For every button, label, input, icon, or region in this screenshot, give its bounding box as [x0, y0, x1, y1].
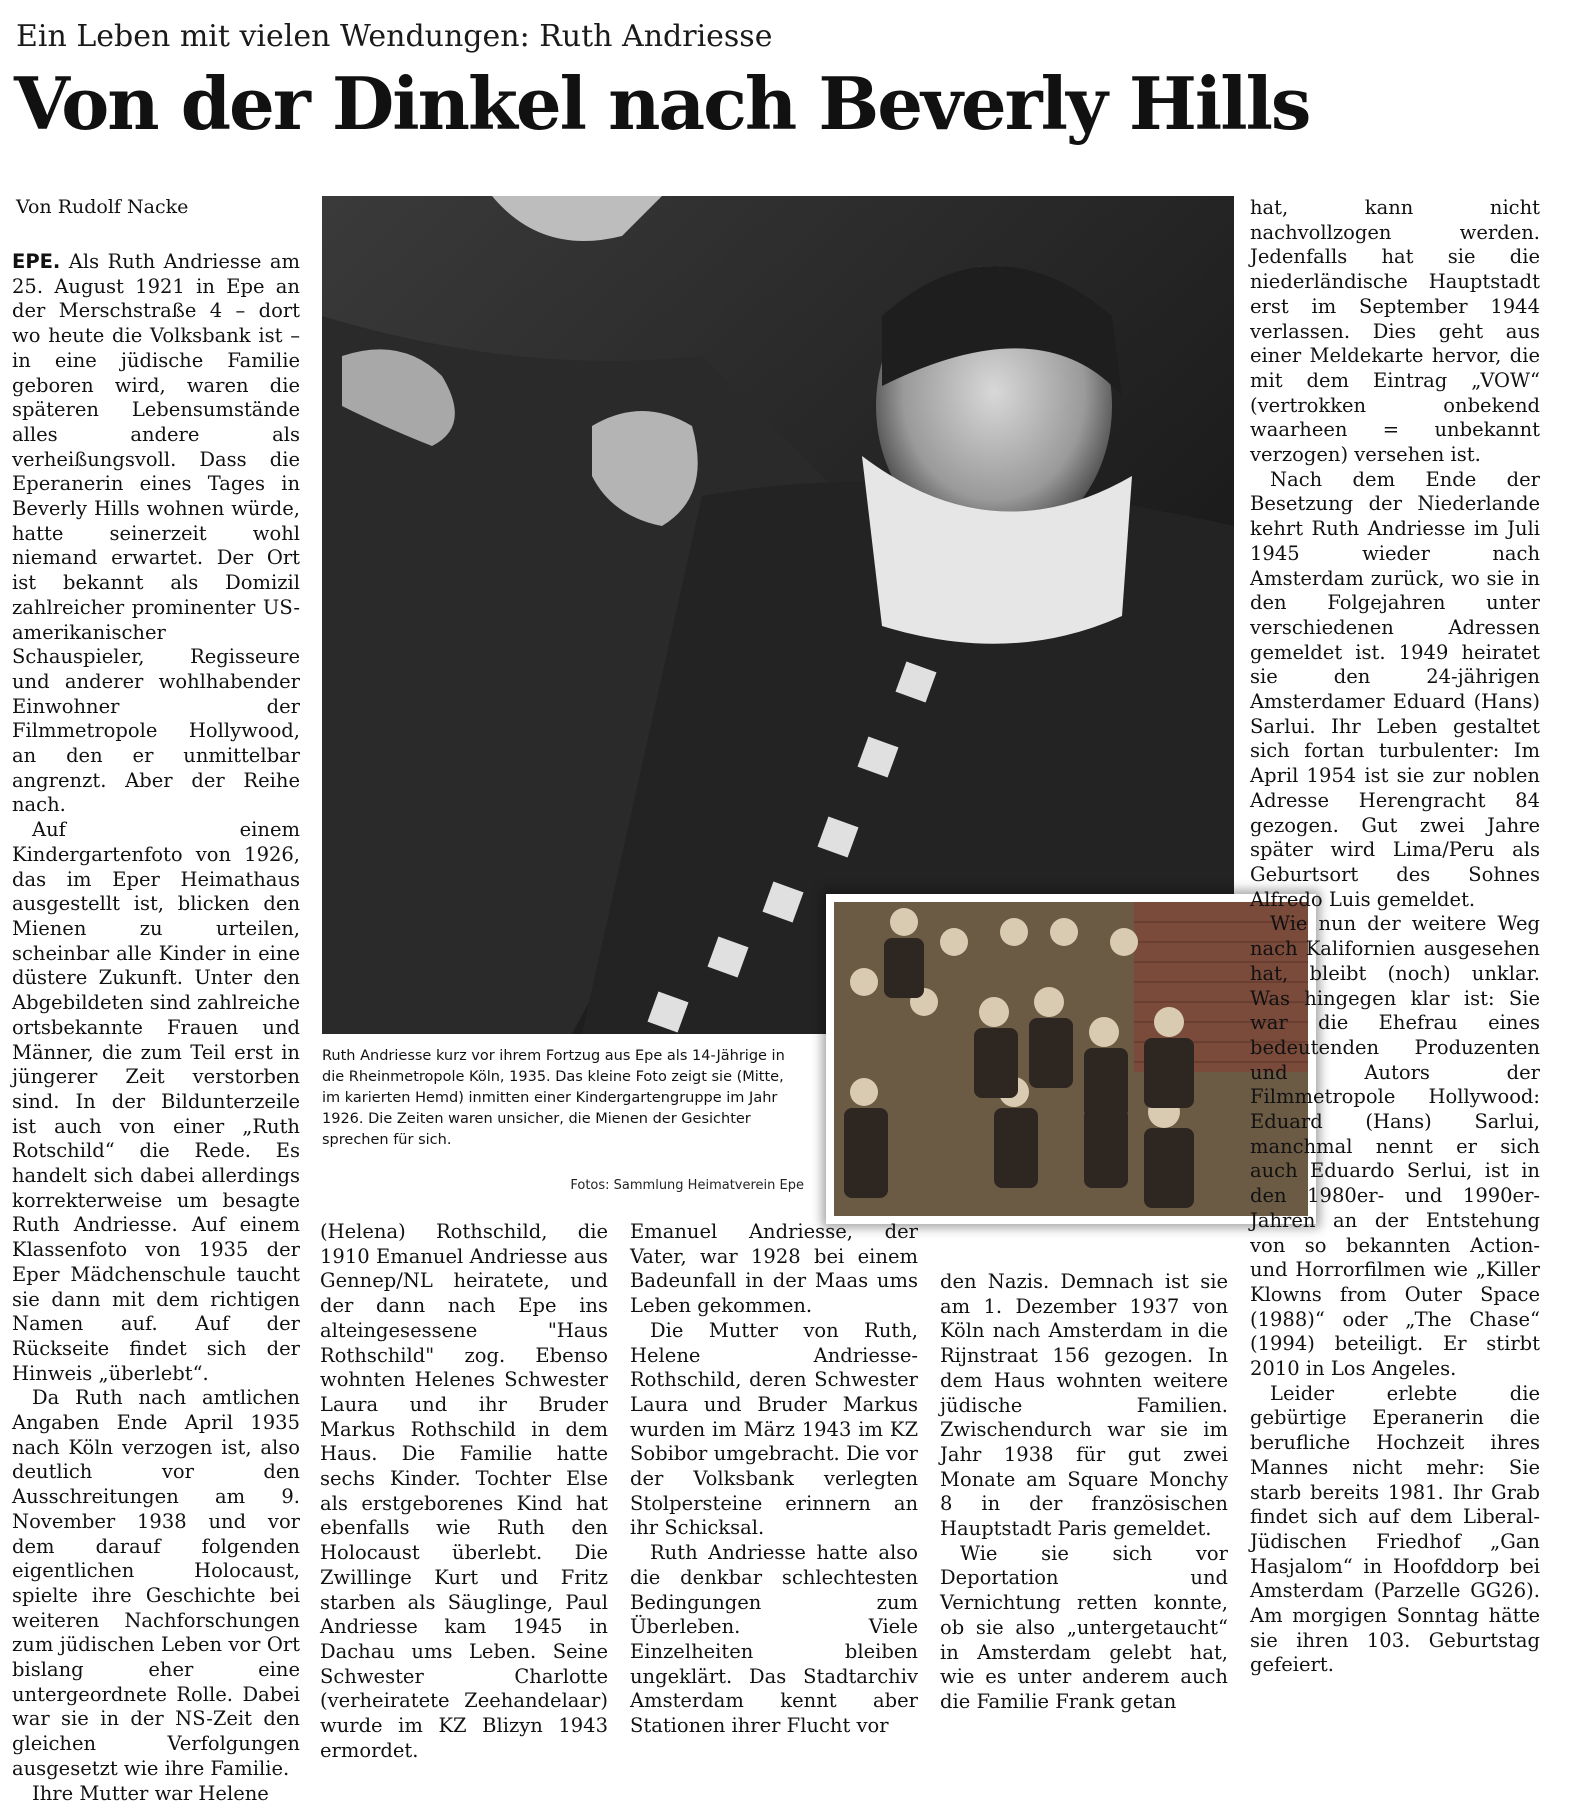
article-column-5 — [1250, 196, 1540, 1700]
headline: Von der Dinkel nach Beverly Hills — [14, 61, 1310, 146]
article-column-1 — [12, 250, 300, 1805]
photo-caption: Ruth Andriesse kurz vor ihrem Fortzug aus Epe als 14-Jährige in die Rheinmetropole Köln, 1935. Das kleine Foto zeigt sie (Mitte, im karierten Hemd) inmitten einer Kindergartengruppe im Jahr 1926. Die Zeiten waren unsicher, die Mienen der Gesichter sprechen für sich. — [322, 1048, 785, 1148]
dateline: EPE. — [12, 250, 61, 273]
paragraph: Nach dem Ende der Besetzung der Niederlande kehrt Ruth Andriesse im Juli 1945 wieder nach Amsterdam zurück, wo sie in den Folgejahren unter verschiedenen Adressen gemeldet ist. 1949 heiratet sie den 24-jährigen Amsterdamer Eduard (Hans) Sarlui. Ihr Leben gestaltet sich fortan turbulenter: Im April 1954 ist sie zur noblen Adresse Herengracht 84 gezogen. Gut zwei Jahre später wird Lima/Peru als Geburtsort des Sohnes Alfredo Luis gemeldet. — [1250, 467, 1540, 911]
paragraph: Die Mutter von Ruth, Helene Andriesse-Rothschild, deren Schwester Laura und Bruder Markus wurden im März 1943 im KZ Sobibor umgebracht. Die vor der Volksbank verlegten Stolpersteine erinnern an ihr Schicksal. — [630, 1318, 918, 1540]
paragraph: hat, kann nicht nachvollzogen werden. Jedenfalls hat sie die niederländische Hauptstadt erst im September 1944 verlassen. Dies geht aus einer Meldekarte hervor, die mit dem Eintrag „VOW“ (vertrokken onbekend waarheen = unbekannt verzogen) versehen ist. — [1250, 196, 1540, 467]
paragraph: Ruth Andriesse hatte also die denkbar schlechtesten Bedingungen zum Überleben. Viele Einzelheiten bleiben ungeklärt. Das Stadtarchiv Amsterdam kennt aber Stationen ihrer Flucht vor — [630, 1541, 918, 1738]
photo-credit: Fotos: Sammlung Heimatverein Epe — [570, 1178, 804, 1193]
article-column-4 — [940, 1270, 1228, 1713]
paragraph: EPE. Als Ruth Andriesse am 25. August 1921 in Epe an der Merschstraße 4 – dort wo heute die Volksbank ist – in eine jüdische Familie geboren wird, waren die späteren Lebensumstände alles andere als verheißungsvoll. Dass die Eperanerin eines Tages in Beverly Hills wohnen würde, hatte seinerzeit wohl niemand erwartet. Der Ort ist bekannt als Domizil zahlreicher prominenter US-amerikanischer Schauspieler, Regisseure und anderer wohlhabender Einwohner der Filmmetropole Hollywood, an den er unmittelbar angrenzt. Aber der Reihe nach. — [12, 250, 300, 817]
article-column-2 — [320, 1220, 608, 1762]
group-photo-illustration — [834, 902, 1308, 1216]
paragraph: den Nazis. Demnach ist sie am 1. Dezember 1937 von Köln nach Amsterdam in die Rijnstraat 156 gezogen. In dem Haus wohnten weitere jüdische Familien. Zwischendurch war sie im Jahr 1938 für gut zwei Monate am Square Monchy 8 in der französischen Hauptstadt Paris gemeldet. — [940, 1270, 1228, 1541]
paragraph: Leider erlebte die gebürtige Eperanerin die berufliche Hochzeit ihres Mannes nicht mehr: Sie starb bereits 1981. Ihr Grab findet sich auf dem Liberal-Jüdischen Friedhof „Gan Hasjalom“ in Hoofddorp bei Amsterdam (Parzelle GG26). Am morgigen Sonntag hätte sie ihren 103. Geburtstag gefeiert. — [1250, 1381, 1540, 1677]
paragraph: Wie sie sich vor Deportation und Vernichtung retten konnte, ob sie also „untergetaucht“ in Amsterdam gelebt hat, wie es unter anderem auch die Familie Frank getan — [940, 1541, 1228, 1713]
paragraph: Da Ruth nach amtlichen Angaben Ende April 1935 nach Köln verzogen ist, also deutlich vor den Ausschreitungen am 9. November 1938 und vor dem darauf folgenden eigentlichen Holocaust, spielte ihre Geschichte bei weiteren Nachforschungen zum jüdischen Leben vor Ort bislang eher eine untergeordnete Rolle. Dabei war sie in der NS-Zeit den gleichen Verfolgungen ausgesetzt wie ihre Familie. — [12, 1386, 300, 1780]
paragraph: Emanuel Andriesse, der Vater, war 1928 bei einem Badeunfall in der Maas ums Leben gekommen. — [630, 1220, 918, 1318]
paragraph: Auf einem Kindergartenfoto von 1926, das im Eper Heimathaus ausgestellt ist, blicken den Mienen zu urteilen, scheinbar alle Kinder in eine düstere Zukunft. Unter den Abgebildeten sind zahlreiche ortsbekannte Frauen und Männer, die zum Teil erst in jüngerer Zeit verstorben sind. In der Bildunterzeile ist auch von einer „Ruth Rotschild“ die Rede. Es handelt sich dabei allerdings korrekterweise um besagte Ruth Andriesse. Auf einem Klassenfoto von 1935 der Eper Mädchenschule taucht sie dann mit dem richtigen Namen auf. Auf der Rückseite findet sich der Hinweis „überlebt“. — [12, 818, 300, 1385]
kindergarten-photo — [826, 894, 1316, 1224]
paragraph: Ihre Mutter war Helene — [32, 1781, 269, 1805]
article-column-3 — [630, 1220, 918, 1738]
paragraph: Wie nun der weitere Weg nach Kalifornien ausgesehen hat, bleibt (noch) unklar. Was hingegen klar ist: Sie war die Ehefrau eines bedeutenden Produzenten und Autors der Filmmetropole Hollywood: Eduard (Hans) Sarlui, manchmal nennt er sich auch Eduardo Serlui, ist in den 1980er- und 1990er-Jahren an der Entstehung von so bekannten Action- und Horrorfilmen wie „Killer Klowns from Outer Space (1988)“ oder „The Chase“ (1994) beteiligt. Er stirbt 2010 in Los Angeles. — [1250, 912, 1540, 1381]
paragraph: (Helena) Rothschild, die 1910 Emanuel Andriesse aus Gennep/NL heiratete, und der dann nach Epe ins alteingesessene "Haus Rothschild" zog. Ebenso wohnten Helenes Schwester Laura und ihr Bruder Markus Rothschild in dem Haus. Die Familie hatte sechs Kinder. Tochter Else als erstgeborenes Kind hat ebenfalls wie Ruth den Holocaust überlebt. Die Zwillinge Kurt und Fritz starben als Säuglinge, Paul Andriesse kam 1945 in Dachau ums Leben. Seine Schwester Charlotte (verheiratete Zeehandelaar) wurde im KZ Blizyn 1943 ermordet. — [320, 1220, 608, 1762]
byline: Von Rudolf Nacke — [16, 196, 189, 218]
kicker: Ein Leben mit vielen Wendungen: Ruth Andriesse — [16, 19, 773, 54]
